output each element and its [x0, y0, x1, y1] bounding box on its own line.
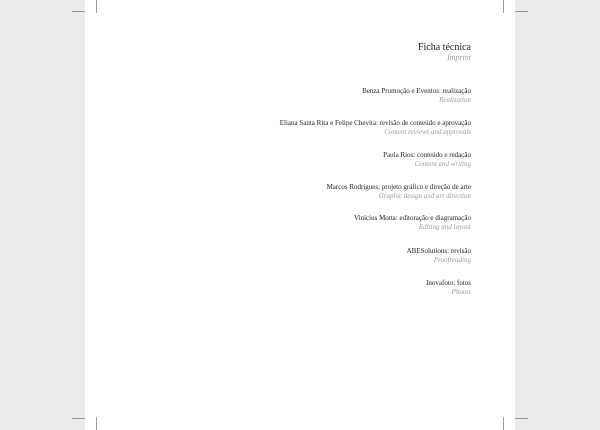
credit-entry — [91, 119, 471, 136]
credit-role-translation: Realization — [439, 96, 471, 104]
crop-mark-right-top — [515, 11, 528, 12]
credit-role: Inovafoto: fotos — [426, 279, 471, 287]
imprint-title: Ficha técnica — [417, 42, 471, 53]
credit-role: Paula Rios: conteúdo e redação — [383, 151, 471, 159]
imprint-heading — [91, 43, 471, 62]
credit-entry — [91, 151, 471, 168]
credit-role-translation: Content reviews and approvals — [384, 128, 471, 136]
credit-entry — [91, 183, 471, 200]
credit-entry — [91, 87, 471, 104]
crop-mark-top-left — [96, 0, 97, 13]
credit-entry — [91, 247, 471, 264]
credit-role: ABESolutions: revisão — [406, 247, 471, 255]
crop-mark-bottom-right — [503, 417, 504, 430]
crop-mark-top-right — [503, 0, 504, 13]
credit-role-translation: Graphic design and art direction — [378, 192, 471, 200]
credit-entry — [91, 214, 471, 231]
credit-role: Vinícius Motta: editoração e diagramação — [354, 214, 471, 222]
credit-role-translation: Content and writing — [414, 160, 471, 168]
credit-role: Eliana Santa Rita e Felipe Chevita: revisão de conteúdo e aprovação — [279, 119, 471, 127]
crop-mark-left-bottom — [72, 418, 85, 419]
crop-mark-right-bottom — [515, 418, 528, 419]
imprint-title-translation: Imprint — [447, 53, 471, 62]
credit-role-translation: Proofreading — [433, 256, 471, 264]
credit-role: Marcos Rodrigues: projeto gráfico e direção de arte — [326, 183, 471, 191]
crop-mark-bottom-left — [96, 417, 97, 430]
crop-mark-left-top — [72, 11, 85, 12]
credit-role: Benza Promoção e Eventos: realização — [362, 87, 471, 95]
credit-role-translation: Editing and layout — [418, 223, 471, 231]
credit-entry — [91, 279, 471, 296]
credit-role-translation: Photos — [451, 288, 471, 296]
document-page — [85, 0, 515, 430]
